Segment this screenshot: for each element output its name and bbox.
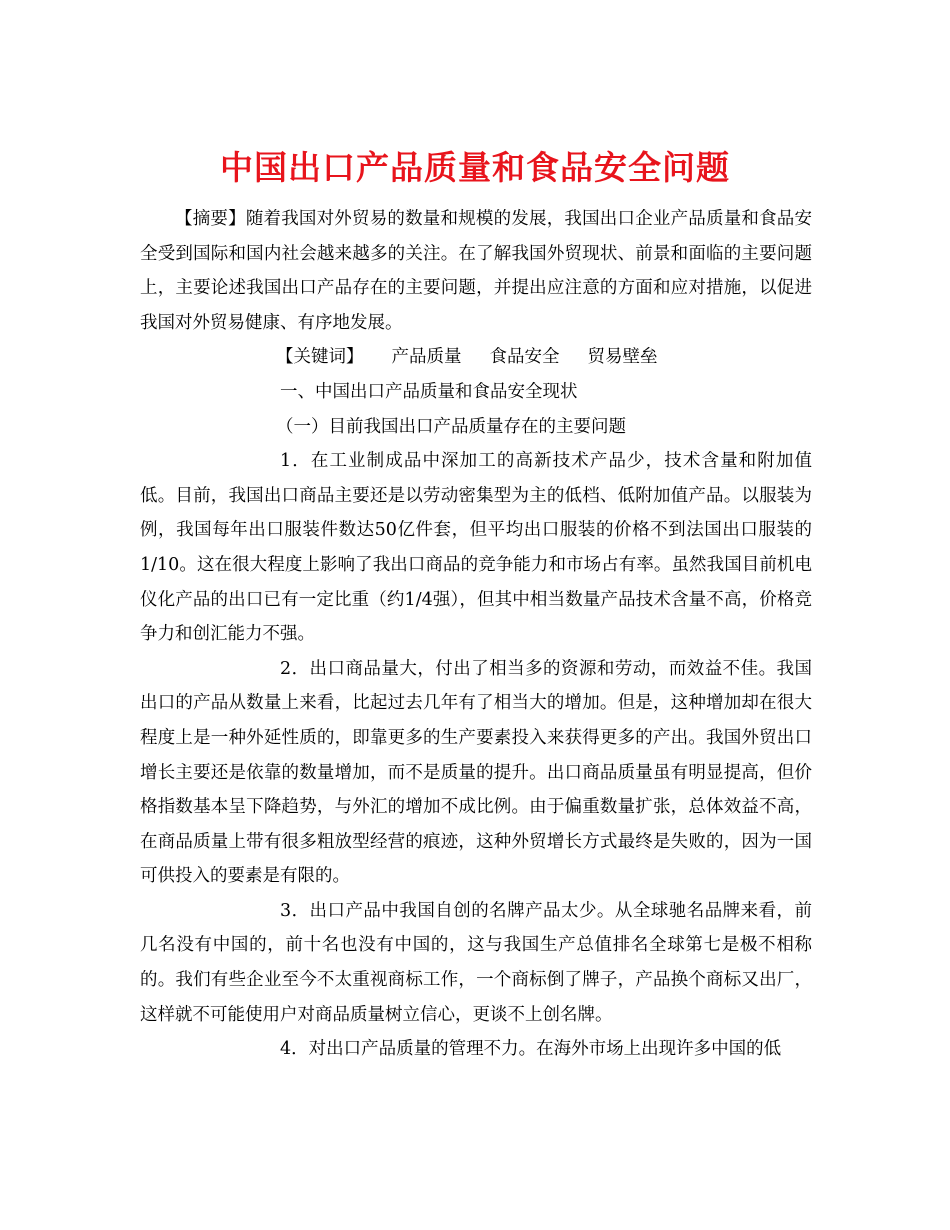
keyword-item: 食品安全	[489, 347, 560, 368]
body-paragraph: 4．对出口产品质量的管理不力。在海外市场上出现许多中国的低	[280, 1039, 782, 1060]
section-heading: 一、中国出口产品质量和食品安全现状	[280, 381, 578, 402]
keyword-item: 产品质量	[391, 347, 462, 368]
subsection-heading: （一）目前我国出口产品质量存在的主要问题	[276, 416, 626, 437]
document-body	[140, 202, 812, 1067]
abstract-label: 【摘要】	[175, 209, 246, 229]
keyword-item: 贸易壁垒	[587, 347, 658, 368]
keywords-label: 【关键词】	[276, 347, 364, 368]
abstract-text: 随着我国对外贸易的数量和规模的发展，我国出口企业产品质量和食品安全受到国际和国内社会越来越多的关注。在了解我国外贸现状、前景和面临的主要问题上，主要论述我国出口产品存在的主要问题，并提出应注意的方面和应对措施，以促进我国对外贸易健康、有序地发展。	[140, 209, 813, 333]
body-paragraph: 1．在工业制成品中深加工的高新技术产品少，技术含量和附加值低。目前，我国出口商品主要还是以劳动密集型为主的低档、低附加值产品。以服装为例，我国每年出口服装件数达50亿件套，但平均出口服装的价格不到法国出口服装的1/10。这在很大程度上影响了我出口商品的竞争能力和市场占有率。虽然我国目前机电仪化产品的出口已有一定比重（约1/4强），但其中相当数量产品技术含量不高，价格竞争力和创汇能力不强。	[140, 451, 812, 645]
body-paragraph: 2．出口商品量大，付出了相当多的资源和劳动，而效益不佳。我国出口的产品从数量上来看，比起过去几年有了相当大的增加。但是，这种增加却在很大程度上是一种外延性质的，即靠更多的生产要素投入来获得更多的产出。我国外贸出口增长主要还是依靠的数量增加，而不是质量的提升。出口商品质量虽有明显提高，但价格指数基本呈下降趋势，与外汇的增加不成比例。由于偏重数量扩张，总体效益不高，在商品质量上带有很多粗放型经营的痕迹，这种外贸增长方式最终是失败的，因为一国可供投入的要素是有限的。	[140, 658, 812, 887]
document-title: 中国出口产品质量和食品安全问题	[220, 148, 730, 188]
abstract-paragraph	[140, 202, 812, 340]
body-paragraph: 3．出口产品中我国自创的名牌产品太少。从全球驰名品牌来看，前几名没有中国的，前十名也没有中国的，这与我国生产总值排名全球第七是极不相称的。我们有些企业至今不太重视商标工作，一个商标倒了牌子，产品换个商标又出厂，这样就不可能使用户对商品质量树立信心，更谈不上创名牌。	[140, 900, 812, 1025]
keywords-line	[140, 340, 812, 375]
